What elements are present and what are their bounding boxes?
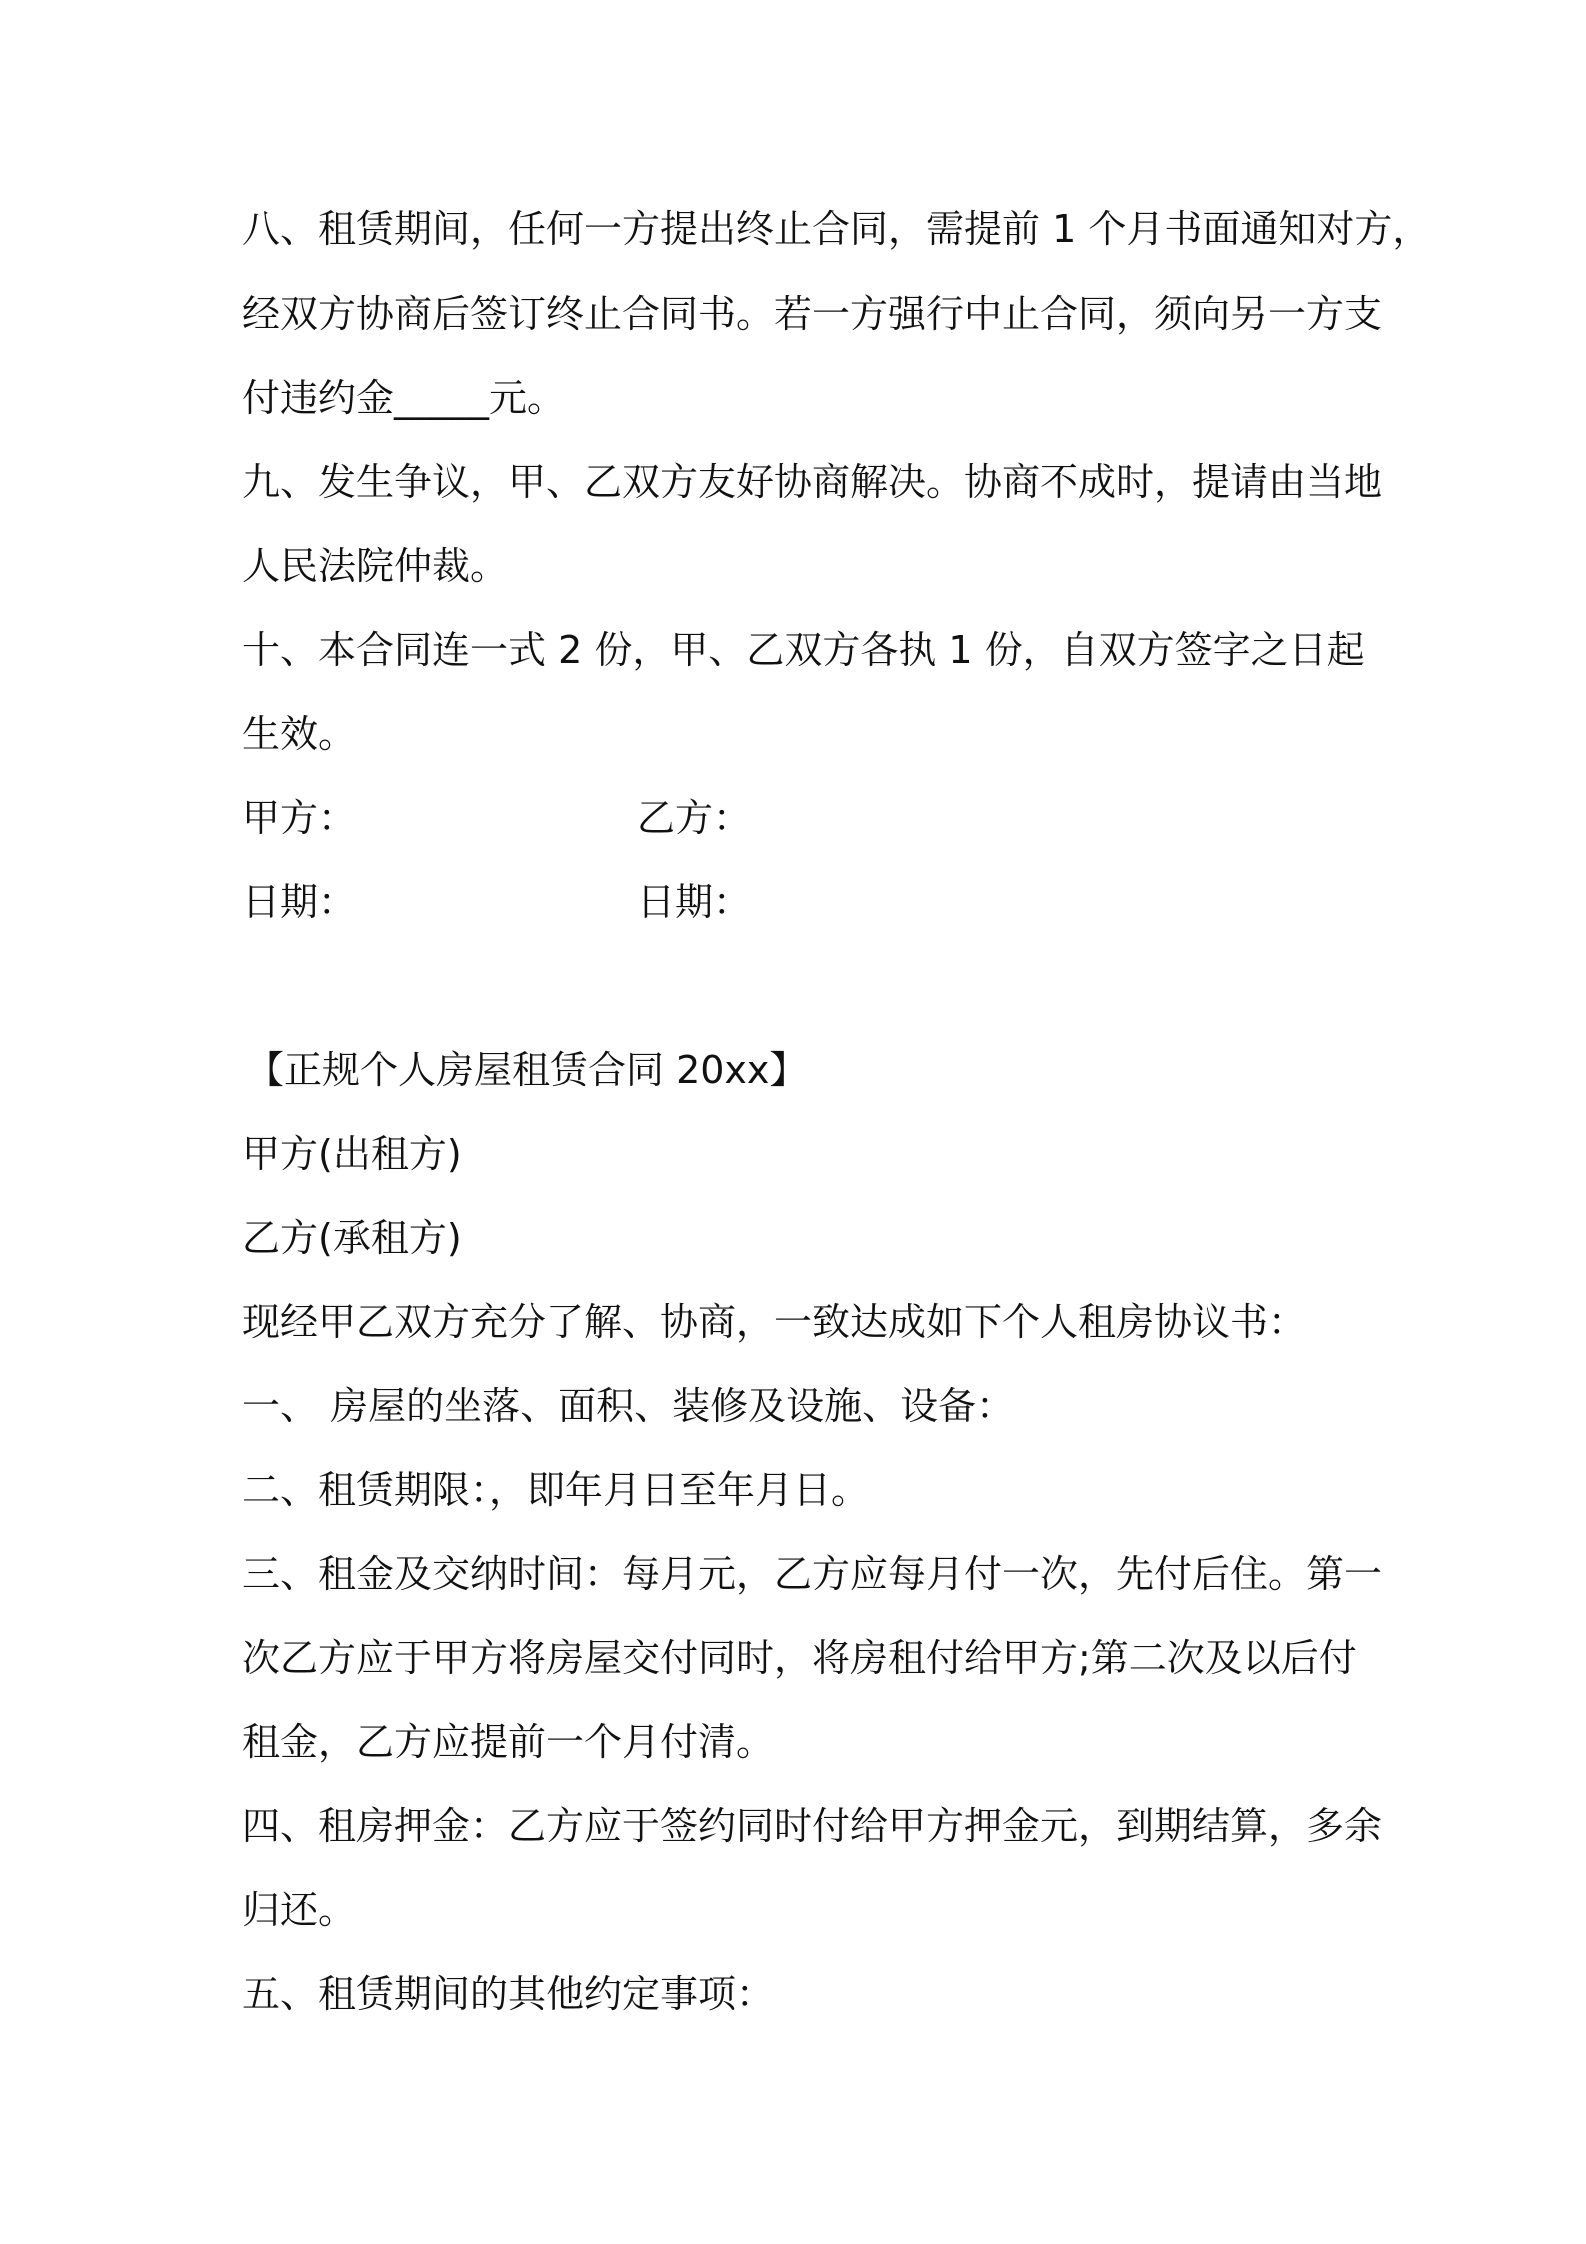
clause-9-line-2: 人民法院仲裁。 (242, 544, 509, 588)
clause-9-line-1: 九、发生争议，甲、乙双方友好协商解决。协商不成时，提请由当地 (242, 460, 1383, 504)
agreement-intro: 现经甲乙双方充分了解、协商，一致达成如下个人租房协议书： (242, 1300, 1307, 1344)
party-b-lessee: 乙方(承租方) (242, 1216, 462, 1260)
clause-10-line-1: 十、本合同连一式 2 份，甲、乙双方各执 1 份，自双方签字之日起 (242, 628, 1365, 672)
clause-2: 二、租赁期限：，即年月日至年月日。 (242, 1468, 870, 1512)
clause-10-line-2: 生效。 (242, 712, 357, 756)
clause-8-line-1: 八、租赁期间，任何一方提出终止合同，需提前 1 个月书面通知对方， (242, 207, 1431, 251)
clause-3-line-2: 次乙方应于甲方将房屋交付同时，将房租付给甲方;第二次及以后付 (242, 1636, 1357, 1680)
clause-4-line-1: 四、租房押金：乙方应于签约同时付给甲方押金元，到期结算，多余 (242, 1804, 1383, 1848)
date-a-label: 日期： (242, 880, 357, 924)
clause-4-line-2: 归还。 (242, 1888, 357, 1932)
clause-5: 五、租赁期间的其他约定事项： (242, 1972, 775, 2016)
second-contract-title: 【正规个人房屋租赁合同 20xx】 (246, 1048, 808, 1092)
party-a-signature-label: 甲方： (242, 796, 357, 840)
clause-8-line-3: 付违约金_____元。 (242, 376, 566, 420)
clause-1: 一、 房屋的坐落、面积、装修及设施、设备： (242, 1384, 1015, 1428)
clause-3-line-1: 三、租金及交纳时间：每月元，乙方应每月付一次，先付后住。第一 (242, 1552, 1383, 1596)
date-b-label: 日期： (637, 880, 752, 924)
clause-8-line-2: 经双方协商后签订终止合同书。若一方强行中止合同，须向另一方支 (242, 292, 1383, 336)
party-b-signature-label: 乙方： (637, 796, 752, 840)
clause-3-line-3: 租金，乙方应提前一个月付清。 (242, 1720, 775, 1764)
party-a-lessor: 甲方(出租方) (242, 1132, 462, 1176)
